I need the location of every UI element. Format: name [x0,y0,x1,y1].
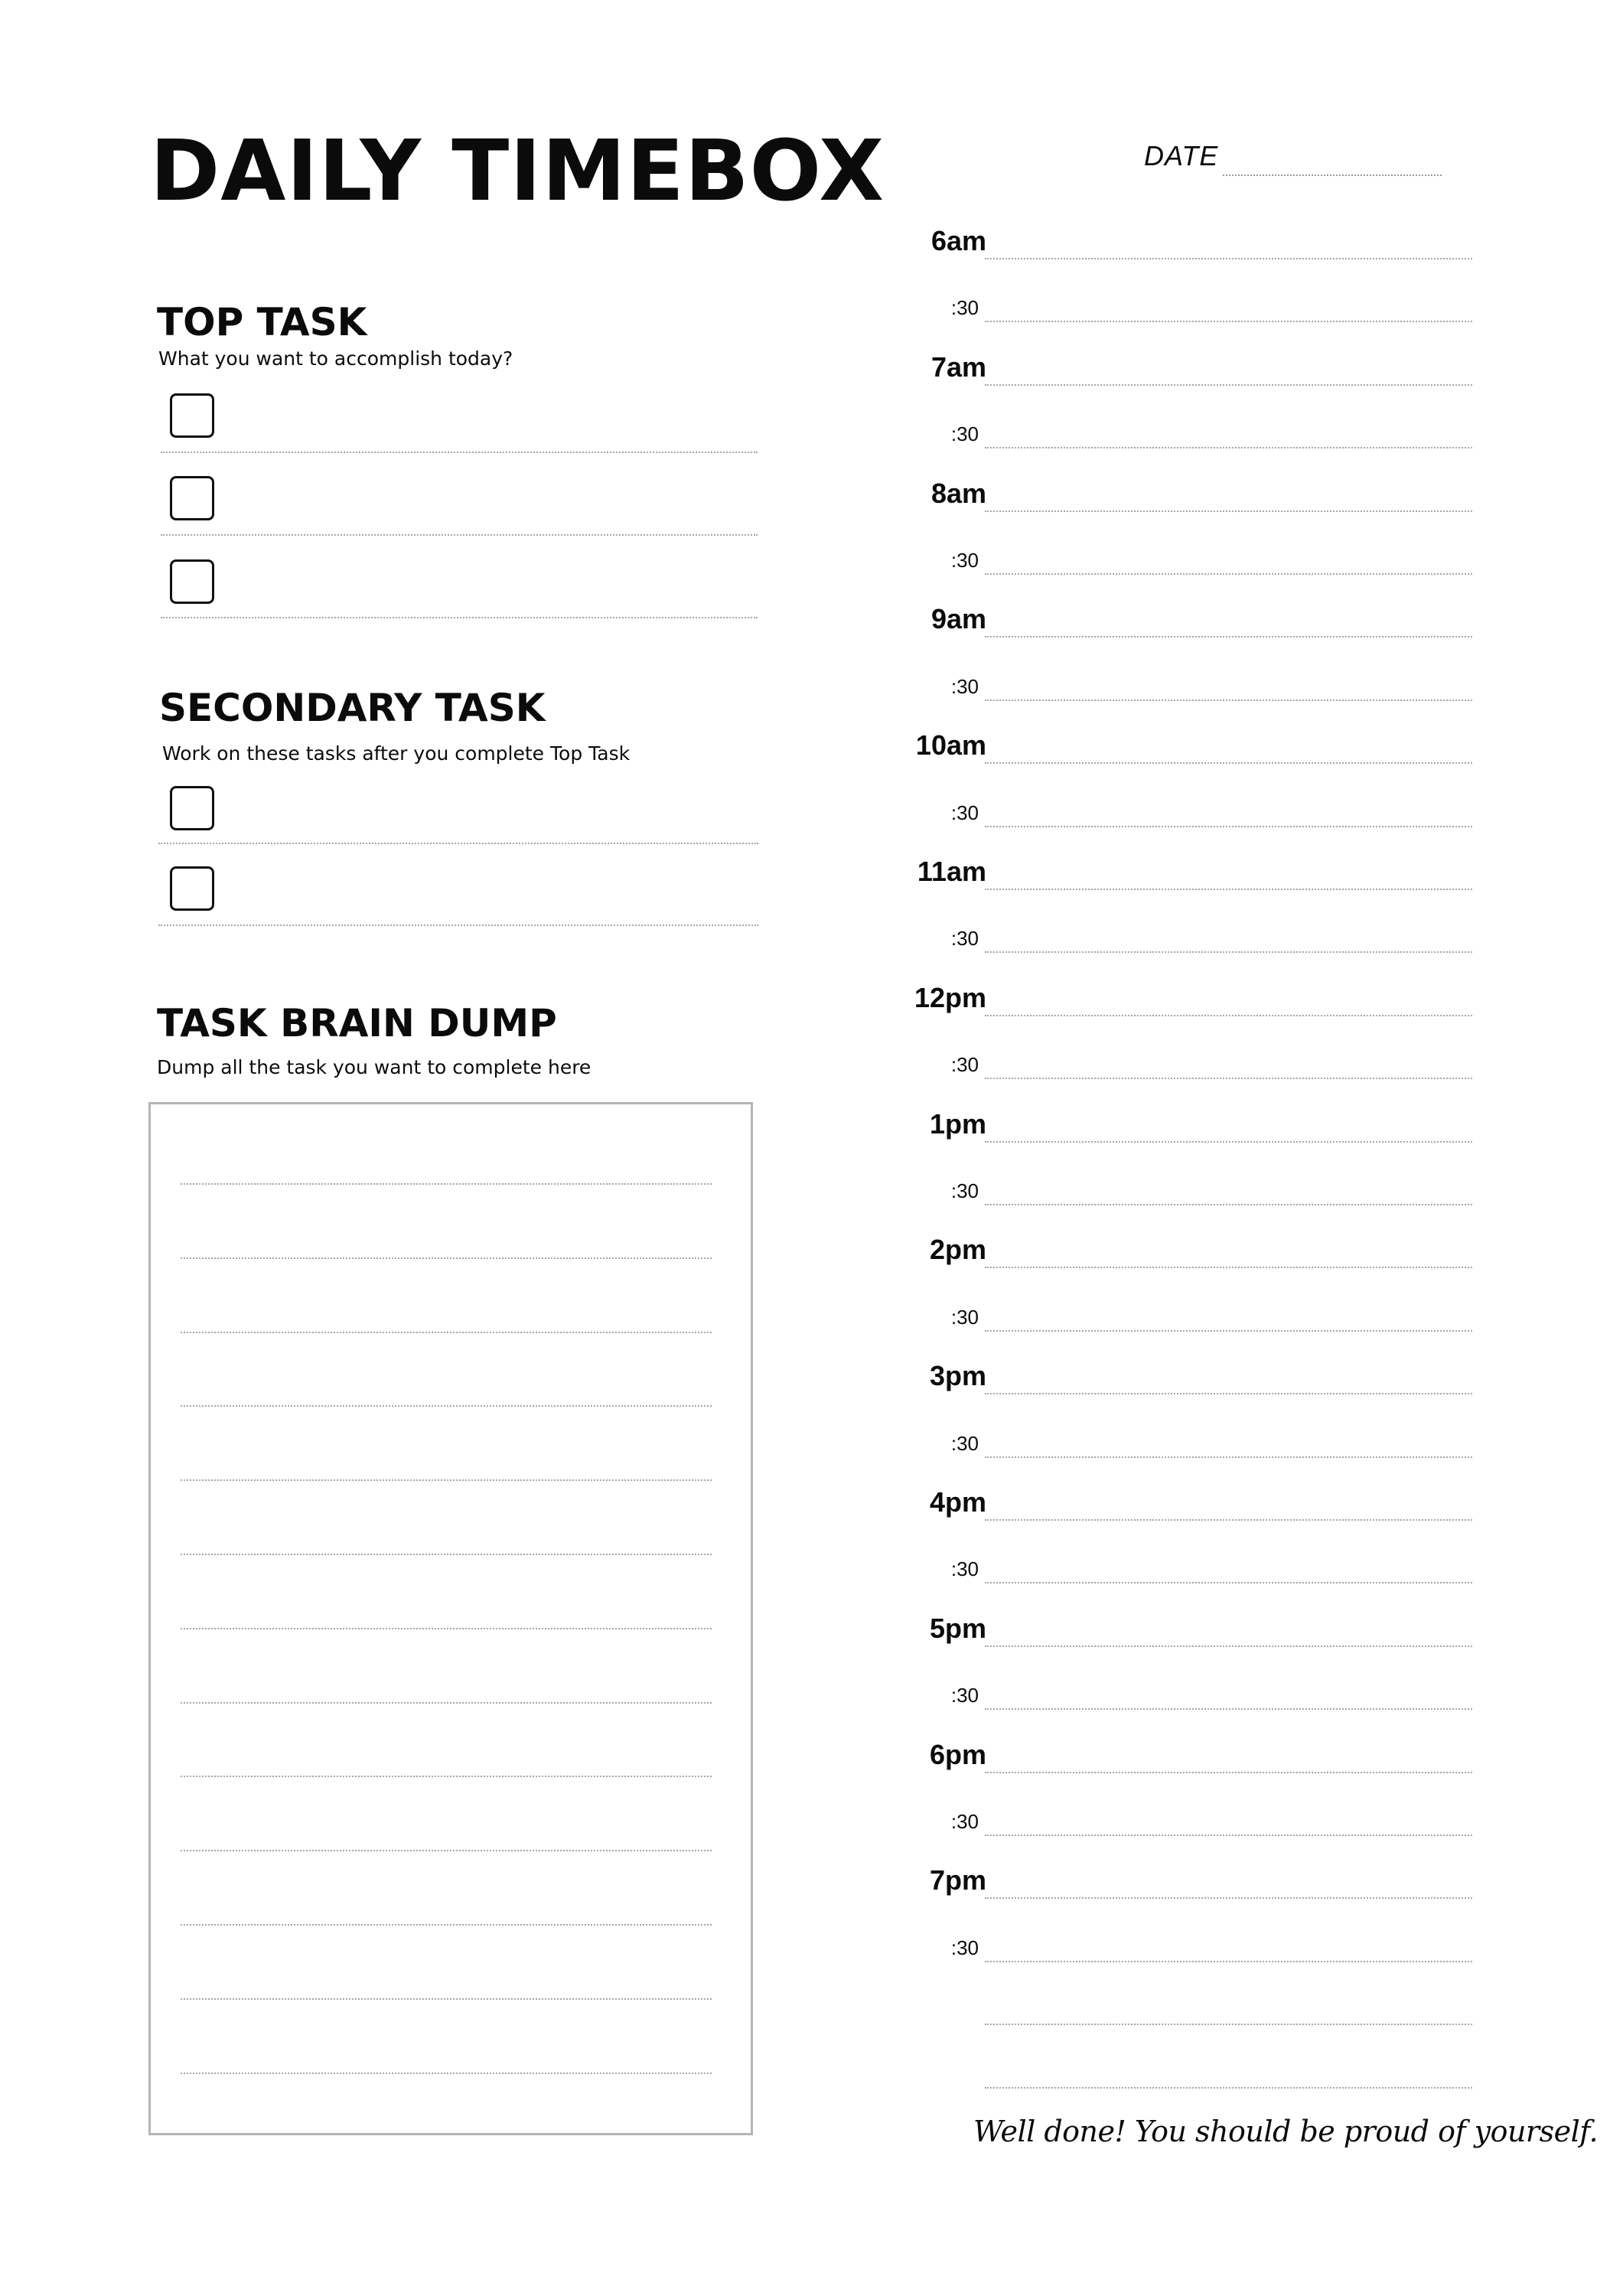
time-slot-line[interactable] [985,1204,1472,1205]
half-hour-label: :30 [950,1305,979,1329]
brain-dump-line[interactable] [181,1479,712,1481]
secondary-task-subtitle: Work on these tasks after you complete Top Task [162,742,631,765]
half-hour-label: :30 [950,1936,979,1959]
time-slot-line[interactable] [985,889,1472,890]
footer-message: Well done! You should be proud of yourself. [973,2115,1599,2148]
time-slot-line[interactable] [985,826,1472,827]
time-slot-line[interactable] [985,1645,1472,1647]
time-slot-line[interactable] [985,1330,1472,1332]
hour-label: 10am [915,729,986,762]
time-slot-line[interactable] [985,447,1472,448]
time-slot-line[interactable] [985,700,1472,701]
half-hour-label: :30 [950,674,979,698]
date-field[interactable] [1223,174,1442,176]
time-slot-line[interactable] [985,1961,1472,1962]
time-slot-line[interactable] [985,1078,1472,1079]
time-slot-line[interactable] [985,1141,1472,1143]
half-hour-label: :30 [950,1431,979,1455]
time-slot-line[interactable] [985,258,1472,259]
time-slot-line[interactable] [985,510,1472,512]
half-hour-label: :30 [950,1053,979,1077]
time-slot-line[interactable] [985,384,1472,386]
page-title: DAILY TIMEBOX [150,122,885,220]
hour-label: 7am [930,351,986,383]
brain-dump-line[interactable] [181,1924,712,1926]
hour-label: 2pm [929,1234,986,1266]
time-slot-line[interactable] [985,1708,1472,1710]
hour-label: 4pm [929,1486,986,1518]
secondary-task-line-1[interactable] [158,843,758,844]
half-hour-label: :30 [950,296,979,320]
hour-label: 7pm [929,1864,986,1896]
time-slot-line[interactable] [985,1456,1472,1458]
half-hour-label: :30 [950,1179,979,1202]
time-slot-line[interactable] [985,1393,1472,1394]
date-label: DATE [1144,140,1219,171]
top-task-subtitle: What you want to accomplish today? [158,347,513,370]
half-hour-label: :30 [950,801,979,824]
brain-dump-line[interactable] [181,1776,712,1777]
brain-dump-line[interactable] [181,1332,712,1333]
time-slot-line[interactable] [985,762,1472,764]
half-hour-label: :30 [950,1557,979,1581]
hour-label: 11am [917,856,986,887]
half-hour-label: :30 [950,549,979,572]
time-slot-line[interactable] [985,1897,1472,1899]
secondary-task-line-2[interactable] [158,925,758,926]
time-slot-line[interactable] [985,573,1472,575]
brain-dump-line[interactable] [181,2073,712,2074]
brain-dump-subtitle: Dump all the task you want to complete here [157,1056,592,1078]
time-slot-line[interactable] [985,321,1472,322]
time-slot-line[interactable] [985,1267,1472,1268]
time-slot-line[interactable] [985,1015,1472,1016]
top-task-title: TOP TASK [157,300,367,344]
half-hour-label: :30 [950,422,979,446]
time-slot-line[interactable] [985,951,1472,953]
top-task-line-1[interactable] [161,452,758,453]
brain-dump-line[interactable] [181,1850,712,1851]
hour-label: 5pm [929,1612,986,1644]
brain-dump-line[interactable] [181,1405,712,1407]
secondary-task-title: SECONDARY TASK [159,686,546,730]
brain-dump-line[interactable] [181,1554,712,1555]
brain-dump-title: TASK BRAIN DUMP [157,1001,557,1045]
time-slot-line[interactable] [985,1582,1472,1583]
time-slot-line[interactable] [985,1772,1472,1773]
hour-label: 6pm [929,1738,986,1770]
half-hour-label: :30 [950,927,979,951]
hour-label: 1pm [929,1107,986,1140]
top-task-line-2[interactable] [161,534,758,536]
time-slot-line[interactable] [985,636,1472,638]
time-slot-line[interactable] [985,2024,1472,2025]
time-slot-line[interactable] [985,2087,1472,2089]
hour-label: 8am [930,477,986,509]
time-slot-line[interactable] [985,1519,1472,1521]
brain-dump-line[interactable] [181,1998,712,2000]
hour-label: 12pm [914,981,986,1013]
hour-label: 6am [930,225,986,256]
half-hour-label: :30 [950,1684,979,1707]
hour-label: 3pm [929,1360,986,1392]
hour-label: 9am [930,603,986,635]
time-slot-line[interactable] [985,1835,1472,1836]
half-hour-label: :30 [950,1810,979,1833]
